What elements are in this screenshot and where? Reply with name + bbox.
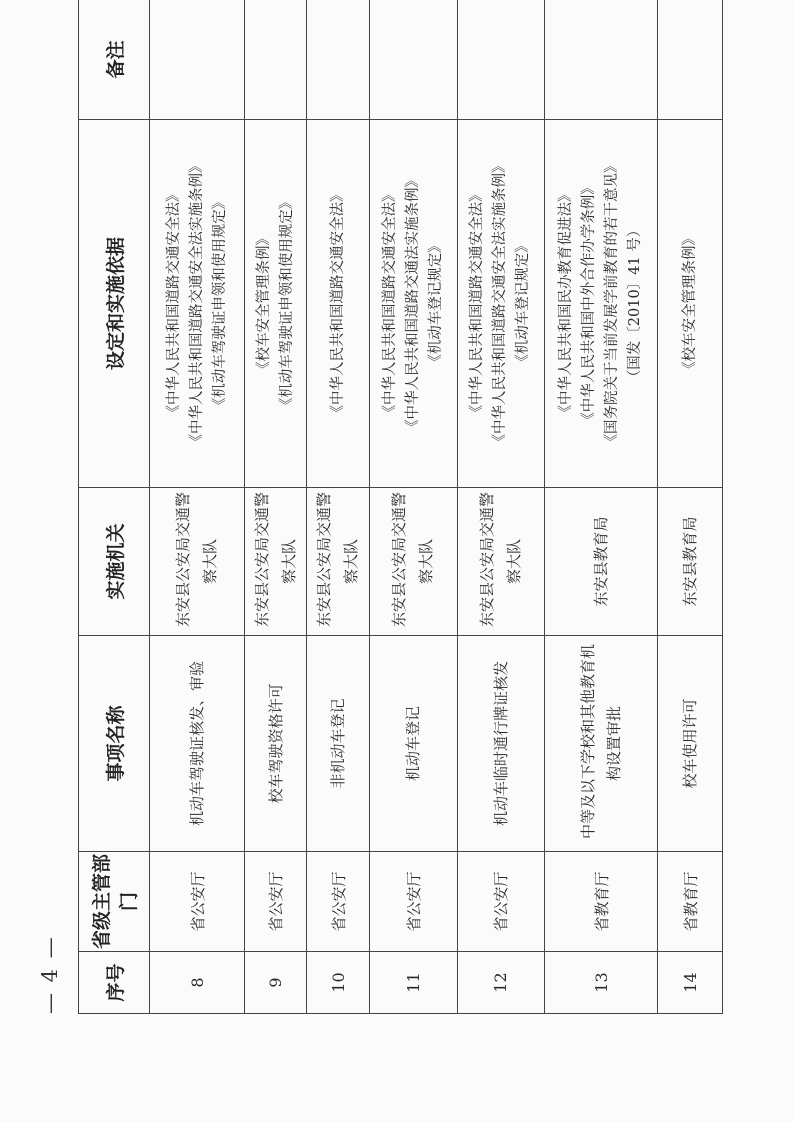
row-agency xyxy=(150,488,245,636)
header-remark: 备注 xyxy=(79,0,150,120)
agency-line: 东安县公安局交通警 xyxy=(174,491,193,627)
agency-line: 察大队 xyxy=(342,539,361,585)
row-basis xyxy=(245,120,307,488)
page-number: — 4 — xyxy=(38,935,62,1014)
basis-line: 《中华人民共和国道路交通安全法》 xyxy=(165,187,182,420)
row-dept: 省公安厅 xyxy=(457,852,544,952)
row-basis xyxy=(658,120,723,488)
header-agency: 实施机关 xyxy=(79,488,150,636)
table-row xyxy=(544,0,658,1014)
agency-line: 东安县教育局 xyxy=(591,516,610,607)
basis-line: 《中华人民共和国道路交通安全法》 xyxy=(329,187,346,420)
row-remark xyxy=(544,0,658,120)
agency-line: 察大队 xyxy=(504,539,523,585)
basis-line: 《中华人民共和国道路交通安全法》 xyxy=(381,187,398,420)
agency-line: 东安县公安局交通警 xyxy=(315,491,334,627)
basis-line: （国发〔2010〕41 号） xyxy=(627,222,644,385)
basis-line: 《校车安全管理条例》 xyxy=(681,231,698,376)
row-seq: 10 xyxy=(307,952,369,1014)
agency-line: 东安县公安局交通警 xyxy=(252,491,271,627)
row-agency xyxy=(544,488,658,636)
basis-line: 《校车安全管理条例》 xyxy=(255,231,272,376)
row-item: 机动车驾驶证核发、审验 xyxy=(150,636,245,852)
basis-line: 《中华人民共和国道路交通安全法》 xyxy=(469,187,486,420)
basis-line: 《机动车驾驶证申领和使用规定》 xyxy=(211,194,228,413)
basis-line: 《机动车登记规定》 xyxy=(515,238,532,369)
row-dept: 省公安厅 xyxy=(150,852,245,952)
agency-line: 东安县教育局 xyxy=(680,516,699,607)
agency-line: 察大队 xyxy=(201,539,220,585)
row-basis xyxy=(544,120,658,488)
header-item: 事项名称 xyxy=(79,636,150,852)
row-basis xyxy=(369,120,457,488)
row-item: 机动车临时通行牌证核发 xyxy=(457,636,544,852)
basis-line: 《中华人民共和国道路交通安全法实施条例》 xyxy=(188,158,205,449)
basis-line: 《中华人民共和国中外合作办学条例》 xyxy=(581,180,598,427)
row-remark xyxy=(457,0,544,120)
row-seq: 13 xyxy=(544,952,658,1014)
table-row xyxy=(369,0,457,1014)
row-agency xyxy=(457,488,544,636)
header-seq: 序号 xyxy=(79,952,150,1014)
row-dept: 省教育厅 xyxy=(544,852,658,952)
row-basis xyxy=(307,120,369,488)
agency-line: 东安县公安局交通警 xyxy=(477,491,496,627)
table-row xyxy=(150,0,245,1014)
row-dept: 省教育厅 xyxy=(658,852,723,952)
basis-line: 《机动车登记规定》 xyxy=(427,238,444,369)
header-basis: 设定和实施依据 xyxy=(79,120,150,488)
row-remark xyxy=(369,0,457,120)
row-item: 校车使用许可 xyxy=(658,636,723,852)
row-remark xyxy=(307,0,369,120)
table-header-row xyxy=(79,0,150,1014)
row-remark xyxy=(245,0,307,120)
basis-line: 《中华人民共和国道路交通安全法实施条例》 xyxy=(492,158,509,449)
row-agency xyxy=(245,488,307,636)
row-seq: 8 xyxy=(150,952,245,1014)
basis-line: 《机动车驾驶证申领和使用规定》 xyxy=(278,194,295,413)
row-seq: 14 xyxy=(658,952,723,1014)
row-seq: 12 xyxy=(457,952,544,1014)
administrative-permit-table xyxy=(78,0,723,1014)
agency-line: 察大队 xyxy=(279,539,298,585)
row-item xyxy=(544,636,658,852)
row-dept: 省公安厅 xyxy=(307,852,369,952)
table-row xyxy=(658,0,723,1014)
row-agency xyxy=(307,488,369,636)
row-agency xyxy=(658,488,723,636)
table-row xyxy=(307,0,369,1014)
row-remark xyxy=(150,0,245,120)
row-basis xyxy=(150,120,245,488)
row-item: 机动车登记 xyxy=(369,636,457,852)
basis-line: 《国务院关于当前发展学前教育的若干意见》 xyxy=(604,158,621,449)
basis-line: 《中华人民共和国民办教育促进法》 xyxy=(558,187,575,420)
agency-line: 察大队 xyxy=(417,539,436,585)
row-basis xyxy=(457,120,544,488)
row-item: 非机动车登记 xyxy=(307,636,369,852)
table-row xyxy=(457,0,544,1014)
row-remark xyxy=(658,0,723,120)
item-line: 构设置审批 xyxy=(605,706,624,782)
row-dept: 省公安厅 xyxy=(245,852,307,952)
row-seq: 11 xyxy=(369,952,457,1014)
row-dept: 省公安厅 xyxy=(369,852,457,952)
header-dept: 省级主管部门 xyxy=(79,852,150,952)
table-row xyxy=(245,0,307,1014)
row-seq: 9 xyxy=(245,952,307,1014)
item-line: 中等及以下学校和其他教育机 xyxy=(579,643,598,839)
basis-line: 《中华人民共和国道路交通法实施条例》 xyxy=(404,173,421,434)
agency-line: 东安县公安局交通警 xyxy=(390,491,409,627)
row-item: 校车驾驶资格许可 xyxy=(245,636,307,852)
row-agency xyxy=(369,488,457,636)
